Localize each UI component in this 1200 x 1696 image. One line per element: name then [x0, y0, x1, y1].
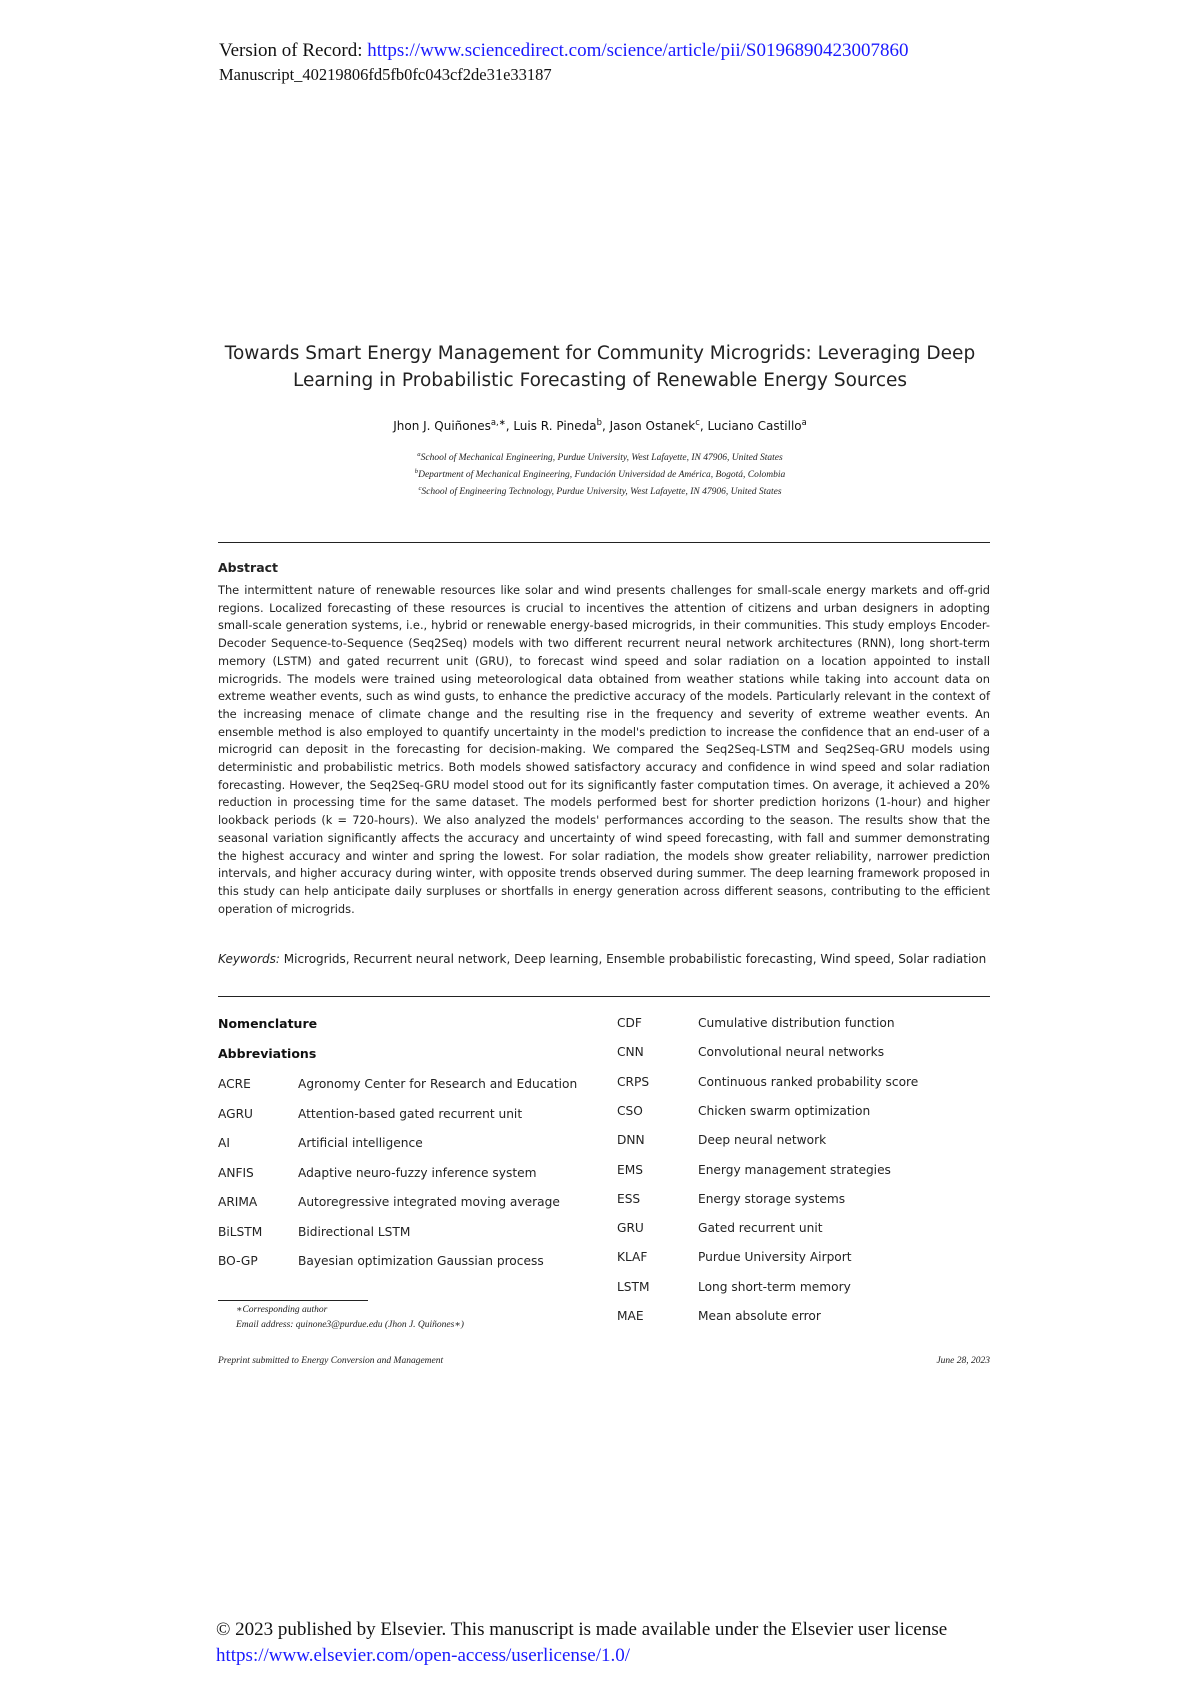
affiliation — [200, 448, 1000, 465]
nomenclature-definition: Adaptive neuro-fuzzy inference system — [298, 1165, 537, 1180]
paper-title — [200, 340, 1000, 394]
nomenclature-abbreviation: ACRE — [218, 1077, 251, 1091]
nomenclature-abbreviation: CRPS — [617, 1074, 650, 1089]
author-separator: , — [601, 419, 610, 433]
paper-title-line-2: Learning in Probabilistic Forecasting of Renewable Energy Sources — [292, 370, 908, 391]
nomenclature-definition: Continuous ranked probability score — [698, 1074, 919, 1089]
nomenclature-definition: Gated recurrent unit — [698, 1221, 823, 1236]
affiliation-text: School of Mechanical Engineering, Purdue University, West Lafayette, IN 47906, United States — [420, 453, 783, 464]
preprint-note: Preprint submitted to Energy Conversion and Management — [218, 1356, 444, 1366]
nomenclature-definition: Energy storage systems — [698, 1191, 846, 1206]
abstract-bottom-rule — [218, 996, 990, 997]
nomenclature-heading: Nomenclature — [218, 1016, 318, 1031]
nomenclature-abbreviation: MAE — [617, 1309, 644, 1323]
affiliation — [200, 482, 1000, 499]
nomenclature-abbreviation: AGRU — [218, 1106, 253, 1121]
affiliation-text: Department of Mechanical Engineering, Fundación Universidad de América, Bogotá, Colombia — [418, 470, 786, 481]
version-of-record-link[interactable]: https://www.sciencedirect.com/science/article/pii/S0196890423007860 — [367, 40, 909, 61]
license-link[interactable]: https://www.elsevier.com/open-access/userlicense/1.0/ — [216, 1645, 631, 1666]
footnote — [236, 1303, 464, 1333]
nomenclature-definition: Artificial intelligence — [298, 1136, 423, 1150]
nomenclature-definition: Energy management strategies — [698, 1162, 891, 1177]
version-of-record-line — [219, 40, 908, 62]
nomenclature-definition: Agronomy Center for Research and Education — [298, 1077, 578, 1091]
abstract-top-rule — [218, 542, 990, 543]
author-name: Luciano Castillo — [707, 419, 802, 433]
copyright-notice: © 2023 published by Elsevier. This manuscript is made available under the Elsevier user license — [216, 1619, 948, 1640]
nomenclature-definition: Mean absolute error — [698, 1309, 821, 1323]
author-separator: , — [699, 419, 708, 433]
nomenclature-definition: Bayesian optimization Gaussian process — [298, 1254, 544, 1268]
author-separator: , — [505, 419, 514, 433]
nomenclature-definition: Deep neural network — [698, 1133, 827, 1148]
author-list — [200, 417, 1000, 433]
affiliation-text: School of Engineering Technology, Purdue University, West Lafayette, IN 47906, United States — [421, 487, 782, 498]
nomenclature-definition: Bidirectional LSTM — [298, 1224, 411, 1239]
nomenclature-abbreviation: ESS — [617, 1191, 641, 1206]
abstract-body: The intermittent nature of renewable resources like solar and wind presents challenges for small-scale energy markets and off-grid regions. Localized forecasting of these resources is crucial to incentives the attention of citizens and urban designers in adopting small-scale generation systems, i.e., hybrid or renewable energy-based microgrids, in their communities. This study employs Encoder-Decoder Sequence-to-Sequence (Seq2Seq) models with two different recurrent neural network architectures (RNN), long short-term memory (LSTM) and gated recurrent unit (GRU), to forecast wind speed and solar radiation on a location appointed to install microgrids. The models were trained using meteorological data obtained from weather stations while taking into account data on extreme weather events, such as wind gusts, to enhance the predictive accuracy of the models. Particularly relevant in the context of the increasing menace of climate change and the resulting rise in the frequency and severity of extreme weather events. An ensemble method is also employed to quantify uncertainty in the model's prediction to increase the confidence that an end-user of a microgrid can deposit in the forecasting for decision-making. We compared the Seq2Seq-LSTM and Seq2Seq-GRU models using deterministic and probabilistic metrics. Both models showed satisfactory accuracy and confidence in wind speed and solar radiation forecasting. However, the Seq2Seq-GRU model stood out for its significantly faster computation times. On average, it achieved a 20% reduction in processing time for the same dataset. The models performed best for shorter prediction horizons (1-hour) and higher lookback periods (k = 720-hours). We also analyzed the models' performances according to the season. The results show that the seasonal variation significantly affects the accuracy and uncertainty of wind speed forecasting, with fall and summer demonstrating the highest accuracy and winter and spring the lowest. For solar radiation, the models show greater reliability, narrower prediction intervals, and higher accuracy during winter, with opposite trends observed during summer. The deep learning framework proposed in this study can help anticipate daily surpluses or shortfalls in energy generation across different seasons, contributing to the efficient operation of microgrids. — [218, 583, 990, 916]
nomenclature-definition: Convolutional neural networks — [698, 1045, 885, 1060]
nomenclature-abbreviation: DNN — [617, 1133, 645, 1148]
corresponding-author-note: ∗Corresponding author — [236, 1305, 328, 1315]
nomenclature-abbreviation: ARIMA — [218, 1195, 258, 1209]
affiliation-mark: c — [418, 485, 422, 493]
version-of-record-label: Version of Record: — [219, 40, 368, 61]
email-address-note: Email address: quinone3@purdue.edu (Jhon J. Quiñones∗) — [236, 1320, 464, 1330]
author-name: Jason Ostanek — [609, 419, 696, 433]
manuscript-id: Manuscript_40219806fd5fb0fc043cf2de31e33187 — [219, 65, 552, 84]
nomenclature-abbreviation: CSO — [617, 1103, 643, 1118]
nomenclature-abbreviation: BO-GP — [218, 1254, 258, 1268]
keywords-list: Microgrids, Recurrent neural network, Deep learning, Ensemble probabilistic forecasting, Wind speed, Solar radiation — [279, 952, 987, 966]
abbreviations-heading: Abbreviations — [218, 1046, 317, 1061]
keywords-label: Keywords: — [218, 952, 280, 966]
affiliation-list — [200, 448, 1000, 499]
paper-title-line-1: Towards Smart Energy Management for Community Microgrids: Leveraging Deep — [224, 343, 976, 364]
nomenclature-abbreviation: GRU — [617, 1221, 644, 1236]
author-name: Luis R. Pineda — [513, 419, 597, 433]
nomenclature-abbreviation: CDF — [617, 1016, 642, 1030]
nomenclature-abbreviation: BiLSTM — [218, 1224, 263, 1239]
nomenclature-definition: Autoregressive integrated moving average — [298, 1195, 560, 1209]
nomenclature-definition: Cumulative distribution function — [698, 1016, 895, 1030]
keywords — [218, 950, 990, 968]
author-affiliation-mark: a — [801, 417, 807, 427]
nomenclature-abbreviation: CNN — [617, 1045, 644, 1060]
affiliation — [200, 465, 1000, 482]
author-affiliation-mark: c — [695, 417, 700, 427]
abstract-heading: Abstract — [218, 560, 279, 575]
nomenclature-definition: Attention-based gated recurrent unit — [298, 1106, 523, 1121]
nomenclature-definition: Purdue University Airport — [698, 1250, 852, 1265]
author-affiliation-mark: a,∗ — [490, 417, 506, 427]
nomenclature-abbreviation: LSTM — [617, 1279, 650, 1294]
nomenclature-abbreviation: EMS — [617, 1162, 643, 1177]
nomenclature-definition: Long short-term memory — [698, 1279, 851, 1294]
nomenclature-abbreviation: ANFIS — [218, 1165, 254, 1180]
preprint-date: June 28, 2023 — [936, 1356, 990, 1366]
nomenclature-abbreviation: AI — [218, 1136, 230, 1150]
affiliation-mark: b — [414, 468, 419, 476]
author-name: Jhon J. Quiñones — [393, 419, 491, 433]
nomenclature-abbreviation: KLAF — [617, 1250, 648, 1265]
footnote-rule — [218, 1300, 368, 1301]
affiliation-mark: a — [417, 451, 421, 458]
nomenclature-definition: Chicken swarm optimization — [698, 1103, 871, 1118]
author-affiliation-mark: b — [596, 417, 602, 427]
